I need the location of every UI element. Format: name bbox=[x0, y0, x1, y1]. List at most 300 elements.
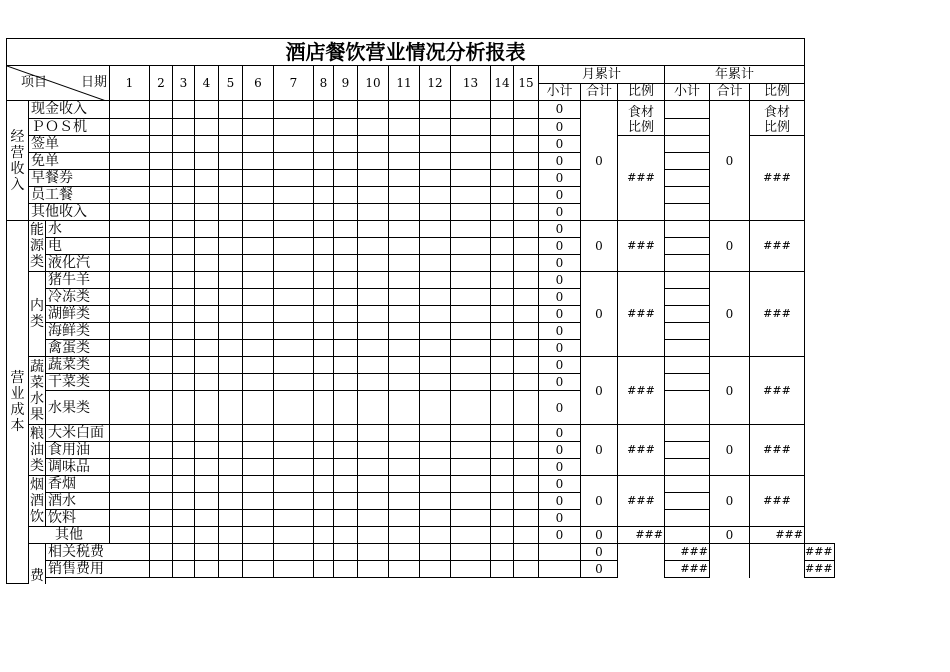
day-cell bbox=[243, 136, 274, 153]
day-cell bbox=[243, 221, 274, 238]
day-cell bbox=[243, 357, 274, 374]
year-total-cell: 0 bbox=[710, 476, 750, 527]
day-cell bbox=[358, 357, 389, 374]
day-cell bbox=[491, 187, 514, 204]
day-cell bbox=[150, 238, 173, 255]
sheet-row bbox=[7, 527, 835, 544]
day-cell bbox=[314, 255, 334, 272]
day-cell bbox=[514, 255, 539, 272]
day-header: 13 bbox=[451, 66, 491, 101]
cost-row-label: 水果类 bbox=[46, 391, 110, 425]
day-cell bbox=[334, 527, 358, 544]
day-cell bbox=[219, 357, 243, 374]
year-total-cell: 0 bbox=[710, 272, 750, 357]
cost-group-energy: 能 源 类 bbox=[30, 222, 44, 270]
day-cell bbox=[514, 170, 539, 187]
day-cell bbox=[491, 118, 514, 136]
day-cell bbox=[195, 510, 219, 527]
day-cell bbox=[243, 561, 274, 578]
day-cell bbox=[389, 204, 420, 221]
day-cell bbox=[334, 561, 358, 578]
day-cell bbox=[389, 357, 420, 374]
day-cell bbox=[358, 544, 389, 561]
section-operating-cost: 营 业 成 本 bbox=[7, 221, 29, 584]
day-cell bbox=[274, 306, 314, 323]
year-subtotal-cell bbox=[665, 374, 710, 391]
month-ratio-cell: ### bbox=[618, 221, 665, 272]
day-cell bbox=[173, 340, 195, 357]
day-cell bbox=[173, 306, 195, 323]
day-cell bbox=[451, 340, 491, 357]
day-cell bbox=[389, 136, 420, 153]
day-cell bbox=[314, 118, 334, 136]
cost-row-label: 禽蛋类 bbox=[46, 340, 110, 357]
day-cell bbox=[150, 204, 173, 221]
day-cell bbox=[110, 476, 150, 493]
day-cell bbox=[274, 527, 314, 544]
day-cell bbox=[514, 510, 539, 527]
day-cell bbox=[274, 459, 314, 476]
day-header: 11 bbox=[389, 66, 420, 101]
month-total-cell: 0 bbox=[581, 221, 618, 272]
day-cell bbox=[150, 459, 173, 476]
day-cell bbox=[243, 255, 274, 272]
day-cell bbox=[314, 340, 334, 357]
day-cell bbox=[243, 374, 274, 391]
day-cell bbox=[514, 101, 539, 119]
day-cell bbox=[243, 153, 274, 170]
day-cell bbox=[420, 101, 451, 119]
day-cell bbox=[150, 136, 173, 153]
day-cell bbox=[334, 238, 358, 255]
day-cell bbox=[110, 323, 150, 340]
day-cell bbox=[195, 118, 219, 136]
day-header: 5 bbox=[219, 66, 243, 101]
cost-row-label: 干菜类 bbox=[46, 374, 110, 391]
month-subtotal-cell: 0 bbox=[539, 204, 581, 221]
day-cell bbox=[173, 170, 195, 187]
month-subtotal-cell: 0 bbox=[539, 136, 581, 153]
day-cell bbox=[150, 527, 173, 544]
day-cell bbox=[334, 374, 358, 391]
day-cell bbox=[173, 544, 195, 561]
day-cell bbox=[451, 118, 491, 136]
sheet-row bbox=[7, 357, 835, 374]
month-cum-header: 月累计 bbox=[539, 66, 665, 84]
day-cell bbox=[274, 476, 314, 493]
day-cell bbox=[173, 221, 195, 238]
day-cell bbox=[274, 289, 314, 306]
day-header: 4 bbox=[195, 66, 219, 101]
day-cell bbox=[110, 204, 150, 221]
cost-row-label: 液化汽 bbox=[46, 255, 110, 272]
month-subtotal-cell: 0 bbox=[539, 306, 581, 323]
year-subtotal-cell bbox=[665, 289, 710, 306]
cost-row-label: 大米白面 bbox=[46, 425, 110, 442]
day-cell bbox=[491, 136, 514, 153]
day-cell bbox=[358, 510, 389, 527]
year-subtotal-cell bbox=[665, 323, 710, 340]
day-cell bbox=[451, 306, 491, 323]
day-cell bbox=[243, 391, 274, 425]
day-cell bbox=[274, 238, 314, 255]
day-cell bbox=[420, 340, 451, 357]
day-cell bbox=[389, 101, 420, 119]
day-cell bbox=[219, 374, 243, 391]
day-cell bbox=[451, 493, 491, 510]
day-cell bbox=[243, 101, 274, 119]
year-ratio-cell: ### bbox=[805, 544, 835, 561]
day-cell bbox=[219, 527, 243, 544]
day-cell bbox=[274, 442, 314, 459]
day-cell bbox=[514, 459, 539, 476]
day-cell bbox=[110, 101, 150, 119]
cost-row-label: 食用油 bbox=[46, 442, 110, 459]
day-cell bbox=[334, 340, 358, 357]
day-cell bbox=[173, 476, 195, 493]
item-header-label: 项目 bbox=[21, 75, 48, 90]
day-cell bbox=[243, 340, 274, 357]
day-cell bbox=[451, 510, 491, 527]
day-cell bbox=[451, 442, 491, 459]
day-cell bbox=[514, 289, 539, 306]
day-cell bbox=[314, 187, 334, 204]
day-cell bbox=[314, 272, 334, 289]
day-cell bbox=[334, 255, 358, 272]
day-cell bbox=[110, 510, 150, 527]
day-cell bbox=[314, 170, 334, 187]
day-cell bbox=[451, 170, 491, 187]
income-row-label: ＰＯＳ机 bbox=[29, 118, 110, 136]
day-cell bbox=[420, 136, 451, 153]
day-cell bbox=[420, 221, 451, 238]
day-cell bbox=[219, 238, 243, 255]
day-cell bbox=[314, 391, 334, 425]
day-cell bbox=[358, 118, 389, 136]
month-total-cell: 0 bbox=[581, 527, 618, 544]
day-cell bbox=[195, 561, 219, 578]
day-cell bbox=[243, 272, 274, 289]
day-cell bbox=[514, 118, 539, 136]
day-cell bbox=[274, 425, 314, 442]
day-cell bbox=[451, 153, 491, 170]
cost-row-label: 电 bbox=[46, 238, 110, 255]
day-cell bbox=[219, 170, 243, 187]
day-cell bbox=[389, 544, 420, 561]
day-cell bbox=[195, 442, 219, 459]
day-cell bbox=[420, 391, 451, 425]
day-cell bbox=[514, 425, 539, 442]
month-ratio-cell: ### bbox=[665, 544, 710, 561]
day-cell bbox=[195, 289, 219, 306]
month-total-cell bbox=[618, 544, 665, 578]
day-cell bbox=[274, 323, 314, 340]
day-cell bbox=[514, 374, 539, 391]
year-total-cell bbox=[750, 544, 805, 578]
day-cell bbox=[491, 391, 514, 425]
month-subtotal-cell: 0 bbox=[539, 425, 581, 442]
day-cell bbox=[514, 544, 539, 561]
day-cell bbox=[314, 323, 334, 340]
day-cell bbox=[195, 153, 219, 170]
day-cell bbox=[110, 340, 150, 357]
day-cell bbox=[420, 306, 451, 323]
day-cell bbox=[420, 374, 451, 391]
day-cell bbox=[314, 442, 334, 459]
day-cell bbox=[451, 238, 491, 255]
day-cell bbox=[334, 221, 358, 238]
day-cell bbox=[110, 306, 150, 323]
day-cell bbox=[420, 357, 451, 374]
cost-group-drink: 烟 酒 饮 bbox=[30, 477, 44, 525]
day-cell bbox=[219, 101, 243, 119]
cost-row-label: 海鲜类 bbox=[46, 323, 110, 340]
day-cell bbox=[420, 153, 451, 170]
day-cell bbox=[451, 221, 491, 238]
year-subtotal-cell bbox=[710, 544, 750, 578]
month-subtotal-cell: 0 bbox=[581, 544, 618, 561]
day-cell bbox=[514, 561, 539, 578]
day-cell bbox=[314, 527, 334, 544]
day-cell bbox=[491, 204, 514, 221]
day-cell bbox=[243, 306, 274, 323]
month-subtotal-cell: 0 bbox=[581, 561, 618, 578]
day-cell bbox=[334, 323, 358, 340]
day-cell bbox=[219, 442, 243, 459]
day-header: 2 bbox=[150, 66, 173, 101]
income-row-label: 其他收入 bbox=[29, 204, 110, 221]
day-cell bbox=[195, 101, 219, 119]
day-cell bbox=[110, 374, 150, 391]
day-cell bbox=[243, 118, 274, 136]
sheet-row bbox=[7, 101, 835, 119]
day-cell bbox=[150, 187, 173, 204]
day-cell bbox=[110, 289, 150, 306]
day-cell bbox=[195, 374, 219, 391]
month-ratio-cell: ### bbox=[618, 272, 665, 357]
day-cell bbox=[314, 357, 334, 374]
day-cell bbox=[334, 544, 358, 561]
expense-row-label: 销售费用 bbox=[46, 561, 150, 578]
day-cell bbox=[514, 323, 539, 340]
day-cell bbox=[195, 170, 219, 187]
day-cell bbox=[451, 272, 491, 289]
year-total-cell: 0 bbox=[710, 425, 750, 476]
day-cell bbox=[491, 101, 514, 119]
month-subtotal-cell: 0 bbox=[539, 323, 581, 340]
day-cell bbox=[150, 374, 173, 391]
year-total-cell: 0 bbox=[710, 527, 750, 544]
day-cell bbox=[389, 289, 420, 306]
day-cell bbox=[274, 204, 314, 221]
day-cell bbox=[173, 527, 195, 544]
month-subtotal-cell: 0 bbox=[539, 459, 581, 476]
day-cell bbox=[420, 323, 451, 340]
report-sheet bbox=[6, 38, 835, 584]
day-cell bbox=[243, 459, 274, 476]
day-cell bbox=[334, 118, 358, 136]
day-cell bbox=[314, 101, 334, 119]
day-cell bbox=[389, 153, 420, 170]
day-cell bbox=[358, 170, 389, 187]
year-ratio-cell: ### bbox=[750, 527, 805, 544]
year-total-header: 合计 bbox=[710, 84, 750, 101]
day-cell bbox=[110, 221, 150, 238]
day-cell bbox=[420, 204, 451, 221]
day-cell bbox=[451, 289, 491, 306]
day-cell bbox=[173, 391, 195, 425]
day-cell bbox=[389, 118, 420, 136]
day-cell bbox=[110, 357, 150, 374]
day-cell bbox=[491, 255, 514, 272]
cost-group-veg: 蔬 菜 水 果 bbox=[30, 358, 44, 423]
year-cum-header: 年累计 bbox=[665, 66, 805, 84]
day-cell bbox=[150, 306, 173, 323]
day-cell bbox=[389, 425, 420, 442]
day-cell bbox=[514, 221, 539, 238]
day-cell bbox=[334, 459, 358, 476]
day-cell bbox=[491, 510, 514, 527]
day-cell bbox=[195, 357, 219, 374]
day-cell bbox=[173, 187, 195, 204]
day-cell bbox=[314, 153, 334, 170]
day-cell bbox=[274, 221, 314, 238]
year-subtotal-cell bbox=[665, 391, 710, 425]
cost-row-label: 湖鲜类 bbox=[46, 306, 110, 323]
day-cell bbox=[389, 340, 420, 357]
day-cell bbox=[334, 425, 358, 442]
day-cell bbox=[314, 204, 334, 221]
year-subtotal-cell bbox=[665, 442, 710, 459]
day-cell bbox=[358, 153, 389, 170]
month-ratio-cell: ### bbox=[618, 527, 665, 544]
day-cell bbox=[420, 527, 451, 544]
income-row-label: 签单 bbox=[29, 136, 110, 153]
day-cell bbox=[389, 238, 420, 255]
year-subtotal-cell bbox=[665, 425, 710, 442]
day-cell bbox=[514, 442, 539, 459]
month-subtotal-cell: 0 bbox=[539, 255, 581, 272]
day-cell bbox=[358, 306, 389, 323]
month-subtotal-cell: 0 bbox=[539, 374, 581, 391]
day-cell bbox=[334, 306, 358, 323]
income-row-label: 免单 bbox=[29, 153, 110, 170]
day-cell bbox=[358, 323, 389, 340]
day-cell bbox=[110, 153, 150, 170]
day-cell bbox=[334, 204, 358, 221]
day-cell bbox=[274, 136, 314, 153]
day-cell bbox=[334, 170, 358, 187]
day-cell bbox=[358, 527, 389, 544]
expense-row-label: 相关税费 bbox=[46, 544, 150, 561]
day-cell bbox=[314, 459, 334, 476]
day-cell bbox=[334, 101, 358, 119]
day-cell bbox=[358, 238, 389, 255]
day-cell bbox=[358, 187, 389, 204]
day-cell bbox=[150, 442, 173, 459]
day-cell bbox=[274, 118, 314, 136]
day-cell bbox=[389, 221, 420, 238]
month-ratio-cell: ### bbox=[618, 136, 665, 221]
day-cell bbox=[274, 391, 314, 425]
day-header: 7 bbox=[274, 66, 314, 101]
day-cell bbox=[451, 187, 491, 204]
day-cell bbox=[491, 561, 514, 578]
day-cell bbox=[243, 544, 274, 561]
day-cell bbox=[195, 476, 219, 493]
day-cell bbox=[150, 391, 173, 425]
day-cell bbox=[491, 340, 514, 357]
sheet-row bbox=[7, 476, 835, 493]
day-cell bbox=[150, 153, 173, 170]
day-cell bbox=[334, 442, 358, 459]
day-cell bbox=[110, 238, 150, 255]
day-cell bbox=[274, 357, 314, 374]
day-cell bbox=[451, 459, 491, 476]
day-cell bbox=[219, 153, 243, 170]
day-cell bbox=[150, 255, 173, 272]
day-cell bbox=[150, 289, 173, 306]
day-cell bbox=[150, 323, 173, 340]
sheet-row bbox=[7, 39, 835, 66]
day-cell bbox=[173, 272, 195, 289]
day-cell bbox=[314, 476, 334, 493]
sheet-row bbox=[7, 66, 835, 84]
day-cell bbox=[420, 289, 451, 306]
day-cell bbox=[451, 374, 491, 391]
day-cell bbox=[219, 187, 243, 204]
day-cell bbox=[219, 136, 243, 153]
day-cell bbox=[389, 527, 420, 544]
day-cell bbox=[491, 476, 514, 493]
day-cell bbox=[514, 493, 539, 510]
day-cell bbox=[389, 442, 420, 459]
month-subtotal-cell: 0 bbox=[539, 187, 581, 204]
day-cell bbox=[514, 391, 539, 425]
day-cell bbox=[514, 306, 539, 323]
day-cell bbox=[539, 544, 581, 561]
income-row-label: 员工餐 bbox=[29, 187, 110, 204]
cost-row-label: 水 bbox=[46, 221, 110, 238]
year-subtotal-cell bbox=[665, 476, 710, 493]
day-cell bbox=[150, 101, 173, 119]
day-cell bbox=[274, 374, 314, 391]
day-cell bbox=[334, 510, 358, 527]
day-cell bbox=[451, 323, 491, 340]
day-cell bbox=[195, 306, 219, 323]
day-cell bbox=[243, 289, 274, 306]
day-cell bbox=[358, 442, 389, 459]
day-cell bbox=[491, 544, 514, 561]
year-subtotal-cell bbox=[665, 153, 710, 170]
day-cell bbox=[491, 238, 514, 255]
day-cell bbox=[491, 425, 514, 442]
day-cell bbox=[195, 493, 219, 510]
month-subtotal-cell: 0 bbox=[539, 153, 581, 170]
month-subtotal-cell: 0 bbox=[539, 493, 581, 510]
day-cell bbox=[358, 476, 389, 493]
day-cell bbox=[173, 374, 195, 391]
day-cell bbox=[358, 289, 389, 306]
sheet-row bbox=[7, 272, 835, 289]
day-cell bbox=[150, 340, 173, 357]
day-cell bbox=[389, 255, 420, 272]
day-cell bbox=[420, 510, 451, 527]
cost-row-label: 饮料 bbox=[46, 510, 110, 527]
income-row-label: 现金收入 bbox=[29, 101, 110, 119]
day-cell bbox=[243, 476, 274, 493]
day-cell bbox=[491, 374, 514, 391]
